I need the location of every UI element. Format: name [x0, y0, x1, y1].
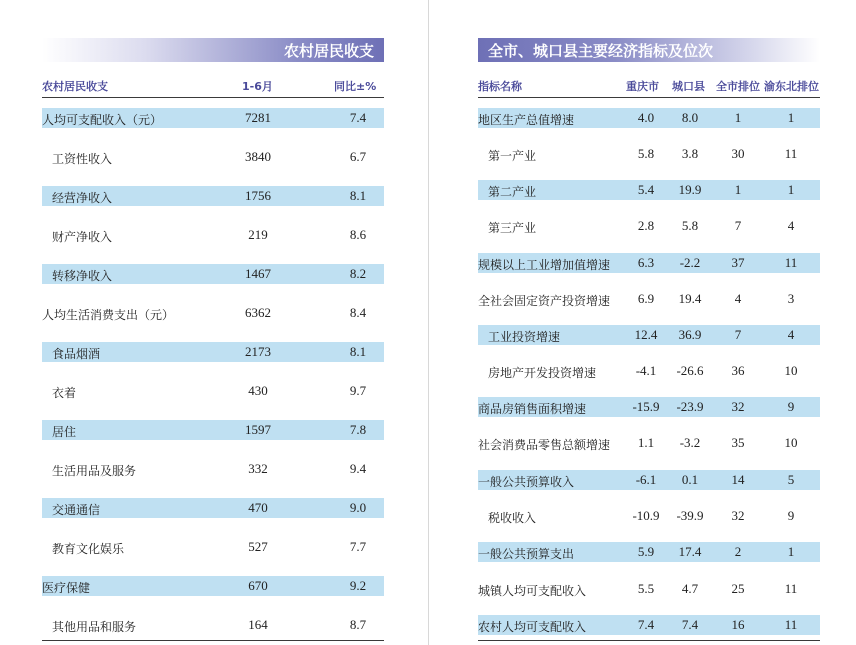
- row-northeast-rank: 1: [787, 182, 795, 197]
- row-chengkou-value: 7.4: [681, 617, 699, 632]
- row-northeast-rank: 11: [784, 617, 798, 632]
- row-value: 6362: [245, 305, 271, 320]
- row-chengkou-value: 19.4: [678, 291, 702, 306]
- row-chengkou-value: 19.9: [678, 182, 702, 197]
- row-northeast-rank: 1: [787, 110, 795, 125]
- page-divider: [428, 0, 429, 645]
- row-chongqing-value: 7.4: [637, 617, 655, 632]
- right-title-banner: [478, 38, 820, 62]
- row-chengkou-value: 3.8: [681, 146, 699, 161]
- row-label: 一般公共预算收入: [478, 475, 575, 489]
- row-chongqing-value: 1.1: [637, 435, 655, 450]
- row-label: 第三产业: [488, 221, 537, 235]
- row-value: 1467: [245, 266, 271, 281]
- row-label: 城镇人均可支配收入: [478, 584, 587, 598]
- row-yoy: 8.7: [349, 617, 367, 632]
- row-northeast-rank: 5: [787, 472, 795, 487]
- row-chengkou-value: -39.9: [676, 508, 704, 523]
- right-table-row: [478, 433, 820, 453]
- row-yoy: 9.2: [349, 578, 367, 593]
- right-header-rule: [478, 97, 820, 98]
- right-table-row: [478, 361, 820, 381]
- row-chongqing-value: 5.4: [637, 182, 655, 197]
- row-value: 332: [248, 461, 268, 476]
- row-chongqing-value: -6.1: [635, 472, 657, 487]
- left-table-row: [42, 576, 384, 596]
- row-label: 税收收入: [488, 511, 537, 525]
- row-chongqing-value: 5.5: [637, 581, 655, 596]
- left-title: 农村居民收支: [283, 42, 374, 60]
- row-label: 人均可支配收入（元）: [42, 113, 163, 127]
- left-header-period: 1-6月: [242, 80, 273, 93]
- row-yoy: 7.7: [349, 539, 367, 554]
- row-label: 交通通信: [52, 503, 101, 517]
- row-label: 房地产开发投资增速: [488, 366, 597, 380]
- right-table-row: [478, 579, 820, 599]
- row-northeast-rank: 11: [784, 581, 798, 596]
- left-title-banner: [42, 38, 384, 62]
- left-table-row: [42, 381, 384, 401]
- left-table-row: [42, 498, 384, 518]
- row-label: 农村人均可支配收入: [478, 620, 587, 634]
- row-chengkou-value: -3.2: [679, 435, 701, 450]
- row-yoy: 8.4: [349, 305, 367, 320]
- right-table-row: [478, 506, 820, 526]
- row-yoy: 8.1: [349, 344, 367, 359]
- row-yoy: 8.6: [349, 227, 367, 242]
- row-label: 规模以上工业增加值增速: [478, 258, 611, 272]
- row-value: 2173: [245, 344, 271, 359]
- row-label: 地区生产总值增速: [478, 113, 575, 127]
- row-northeast-rank: 3: [787, 291, 795, 306]
- right-header-ne-rank: 渝东北排位: [764, 80, 819, 93]
- row-value: 1597: [245, 422, 271, 437]
- row-city-rank: 2: [734, 544, 742, 559]
- row-value: 219: [248, 227, 268, 242]
- right-table-row: [478, 325, 820, 345]
- row-yoy: 9.4: [349, 461, 367, 476]
- left-table-row: [42, 186, 384, 206]
- right-bottom-rule: [478, 640, 820, 641]
- row-value: 527: [248, 539, 268, 554]
- row-label: 全社会固定资产投资增速: [478, 294, 611, 308]
- left-table-row: [42, 459, 384, 479]
- row-chongqing-value: 4.0: [637, 110, 655, 125]
- row-yoy: 9.0: [349, 500, 367, 515]
- row-label: 其他用品和服务: [52, 620, 137, 634]
- right-header-cq: 重庆市: [626, 80, 659, 93]
- row-chongqing-value: 12.4: [634, 327, 658, 342]
- row-northeast-rank: 10: [784, 363, 798, 378]
- row-value: 1756: [245, 188, 271, 203]
- row-label: 转移净收入: [52, 269, 113, 283]
- row-city-rank: 37: [731, 255, 745, 270]
- row-yoy: 9.7: [349, 383, 367, 398]
- row-chengkou-value: -2.2: [679, 255, 701, 270]
- row-chongqing-value: 6.9: [637, 291, 655, 306]
- row-northeast-rank: 11: [784, 146, 798, 161]
- right-header-ck: 城口县: [672, 80, 705, 93]
- row-value: 430: [248, 383, 268, 398]
- right-table-row: [478, 253, 820, 273]
- left-table-row: [42, 108, 384, 128]
- right-title: 全市、城口县主要经济指标及位次: [488, 42, 714, 60]
- row-chengkou-value: 36.9: [678, 327, 702, 342]
- left-table-row: [42, 303, 384, 323]
- row-yoy: 8.2: [349, 266, 367, 281]
- row-city-rank: 4: [734, 291, 742, 306]
- row-label: 医疗保健: [42, 581, 91, 595]
- row-label: 居住: [52, 425, 77, 439]
- row-chongqing-value: -15.9: [632, 399, 660, 414]
- row-city-rank: 7: [734, 327, 742, 342]
- right-table-row: [478, 180, 820, 200]
- right-table-row: [478, 216, 820, 236]
- row-chengkou-value: 5.8: [681, 218, 699, 233]
- left-table-row: [42, 420, 384, 440]
- row-label: 第一产业: [488, 149, 537, 163]
- row-value: 470: [248, 500, 268, 515]
- row-value: 670: [248, 578, 268, 593]
- row-northeast-rank: 11: [784, 255, 798, 270]
- row-northeast-rank: 4: [787, 327, 795, 342]
- row-northeast-rank: 4: [787, 218, 795, 233]
- right-table-row: [478, 289, 820, 309]
- row-yoy: 7.4: [349, 110, 367, 125]
- row-chengkou-value: 8.0: [681, 110, 699, 125]
- row-chongqing-value: 5.9: [637, 544, 655, 559]
- row-value: 3840: [245, 149, 271, 164]
- left-table-row: [42, 147, 384, 167]
- row-northeast-rank: 9: [787, 508, 795, 523]
- row-city-rank: 16: [731, 617, 745, 632]
- right-table-row: [478, 108, 820, 128]
- row-city-rank: 32: [731, 508, 745, 523]
- row-city-rank: 1: [734, 182, 742, 197]
- row-chengkou-value: -23.9: [676, 399, 704, 414]
- row-northeast-rank: 9: [787, 399, 795, 414]
- row-label: 教育文化娱乐: [52, 542, 125, 556]
- row-chengkou-value: 4.7: [681, 581, 699, 596]
- row-label: 食品烟酒: [52, 347, 101, 361]
- row-chengkou-value: 17.4: [678, 544, 702, 559]
- row-city-rank: 32: [731, 399, 745, 414]
- right-header-name: 指标名称: [478, 80, 522, 93]
- row-city-rank: 36: [731, 363, 745, 378]
- right-table-header: [478, 76, 820, 94]
- row-chengkou-value: -26.6: [676, 363, 704, 378]
- row-chongqing-value: -4.1: [635, 363, 657, 378]
- row-label: 衣着: [52, 386, 77, 400]
- right-table-row: [478, 615, 820, 635]
- row-northeast-rank: 10: [784, 435, 798, 450]
- row-chongqing-value: 5.8: [637, 146, 655, 161]
- row-chongqing-value: 6.3: [637, 255, 655, 270]
- row-yoy: 7.8: [349, 422, 367, 437]
- row-chongqing-value: -10.9: [632, 508, 660, 523]
- row-label: 社会消费品零售总额增速: [478, 438, 611, 452]
- row-label: 工业投资增速: [488, 330, 561, 344]
- row-city-rank: 7: [734, 218, 742, 233]
- row-yoy: 8.1: [349, 188, 367, 203]
- left-table-row: [42, 264, 384, 284]
- row-highlight-band: [42, 420, 384, 440]
- right-table-row: [478, 144, 820, 164]
- left-header-name: 农村居民收支: [42, 80, 108, 93]
- right-table-row: [478, 542, 820, 562]
- right-table-row: [478, 397, 820, 417]
- row-city-rank: 35: [731, 435, 745, 450]
- row-city-rank: 14: [731, 472, 745, 487]
- right-table-row: [478, 470, 820, 490]
- row-highlight-band: [42, 576, 384, 596]
- row-chongqing-value: 2.8: [637, 218, 655, 233]
- row-label: 商品房销售面积增速: [478, 402, 587, 416]
- row-value: 7281: [245, 110, 271, 125]
- left-table-row: [42, 342, 384, 362]
- left-bottom-rule: [42, 640, 384, 641]
- row-city-rank: 1: [734, 110, 742, 125]
- left-header-yoy: 同比±%: [334, 80, 377, 93]
- row-label: 第二产业: [488, 185, 537, 199]
- left-table-row: [42, 225, 384, 245]
- row-value: 164: [248, 617, 268, 632]
- row-label: 财产净收入: [52, 230, 113, 244]
- row-label: 一般公共预算支出: [478, 547, 575, 561]
- right-header-city-rank: 全市排位: [716, 80, 760, 93]
- left-table-row: [42, 615, 384, 635]
- row-label: 人均生活消费支出（元）: [42, 308, 175, 322]
- row-city-rank: 30: [731, 146, 745, 161]
- row-chengkou-value: 0.1: [681, 472, 699, 487]
- left-table-row: [42, 537, 384, 557]
- left-table-header: [42, 76, 384, 94]
- row-label: 经营净收入: [52, 191, 113, 205]
- row-city-rank: 25: [731, 581, 745, 596]
- left-header-rule: [42, 97, 384, 98]
- row-northeast-rank: 1: [787, 544, 795, 559]
- row-label: 生活用品及服务: [52, 464, 137, 478]
- row-label: 工资性收入: [52, 152, 113, 166]
- row-yoy: 6.7: [349, 149, 367, 164]
